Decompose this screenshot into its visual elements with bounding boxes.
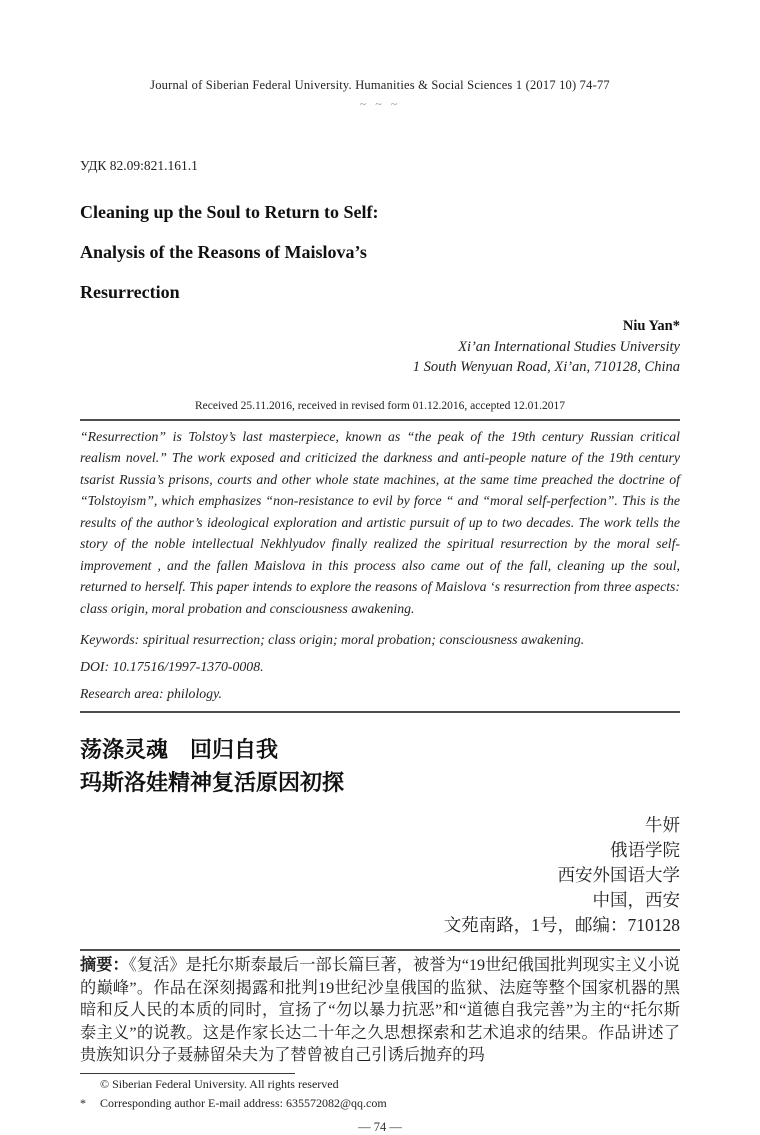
copyright-line (80, 1076, 680, 1094)
author-affiliation: Xi’an International Studies University (458, 338, 680, 355)
doi-line: DOI: 10.17516/1997-1370-0008. (80, 659, 264, 674)
author-block (80, 316, 680, 378)
chinese-author-address: 文苑南路，1号，邮编：710128 (443, 915, 680, 935)
page-number: — 74 — (358, 1119, 402, 1134)
chinese-author-block (80, 813, 680, 938)
footnote-block (80, 1073, 680, 1113)
article-title-line-2: Analysis of the Reasons of Maislova’s (80, 242, 367, 262)
research-area-line: Research area: philology. (80, 686, 222, 701)
chinese-author-city: 中国，西安 (592, 890, 680, 910)
keywords-line: Keywords: spiritual resurrection; class origin; moral probation; consciousness awakening. (80, 632, 585, 647)
abstract-paragraph: “Resurrection” is Tolstoy’s last masterpiece, known as “the peak of the 19th century Russian critical realism novel.” The work exposed and criticized the darkness and anti-people nature of the 19th century tsarist Russia’s prisons, courts and other whole state machines, at the same time preached the doctrine of “Tolstoyism”, which emphasizes “non-resistance to evil by force “ and “moral self-perfection”. This is the results of the author’s ideological exploration and artistic pursuit of up to two decades. The work tells the story of the noble intellectual Nekhlyudov finally realized the spiritual resurrection by the moral self-improvement , and the fallen Maislova in this process also came out of the fall, cleaning up the soul, returned to herself. This paper intends to explore the reasons of Maislova ‘s resurrection from three aspects: class origin, moral probation and consciousness awakening. (80, 428, 680, 616)
chinese-abstract-label: 摘要： (80, 956, 129, 974)
udk-code: УДК 82.09:821.161.1 (80, 158, 198, 173)
footnote-asterisk: * (80, 1096, 86, 1111)
chinese-title (80, 733, 680, 799)
chinese-abstract-text: 《复活》是托尔斯泰最后一部长篇巨著，被誉为“19世纪俄国批判现实主义小说的巅峰”。作品在深刻揭露和批判19世纪沙皇俄国的监狱、法庭等整个国家机器的黑暗和反人民的本质的同时，宣扬了“勿以暴力抗恶”和“道德自我完善”为主的“托尔斯泰主义”的说教。这是作家长达二十年之久思想探索和艺术追求的结果。作品讲述了贵族知识分子聂赫留朵夫为了替曾被自己引诱后抛弃的玛 (80, 956, 680, 1065)
chinese-author-university: 西安外国语大学 (557, 865, 680, 885)
article-title-line-3: Resurrection (80, 282, 180, 302)
copyright-indent (80, 1076, 100, 1094)
corresponding-author-text: Corresponding author E-mail address: 635572082@qq.com (100, 1096, 387, 1111)
divider-top (80, 419, 680, 421)
article-title-line-1: Cleaning up the Soul to Return to Self: (80, 202, 379, 222)
author-address: 1 South Wenyuan Road, Xi’an, 710128, China (412, 359, 680, 375)
chinese-title-line-2: 玛斯洛娃精神复活原因初探 (80, 770, 345, 795)
article-title (80, 192, 680, 312)
footnote-rule (80, 1073, 295, 1074)
journal-header: Journal of Siberian Federal University. Humanities & Social Sciences 1 (2017 10) 74-77 (150, 78, 610, 92)
divider-bottom (80, 949, 680, 951)
author-name: Niu Yan* (622, 318, 680, 334)
chinese-author-name: 牛妍 (645, 815, 680, 835)
corresponding-author-line (80, 1095, 680, 1113)
chinese-abstract-paragraph (80, 954, 680, 1067)
copyright-text: © Siberian Federal University. All rights reserved (100, 1076, 339, 1091)
divider-middle (80, 711, 680, 713)
tilde-separator: ~ ~ ~ (359, 97, 401, 111)
received-dates: Received 25.11.2016, received in revised form 01.12.2016, accepted 12.01.2017 (194, 399, 566, 412)
chinese-title-line-1: 荡涤灵魂 回归自我 (80, 737, 279, 762)
chinese-author-department: 俄语学院 (610, 840, 680, 860)
